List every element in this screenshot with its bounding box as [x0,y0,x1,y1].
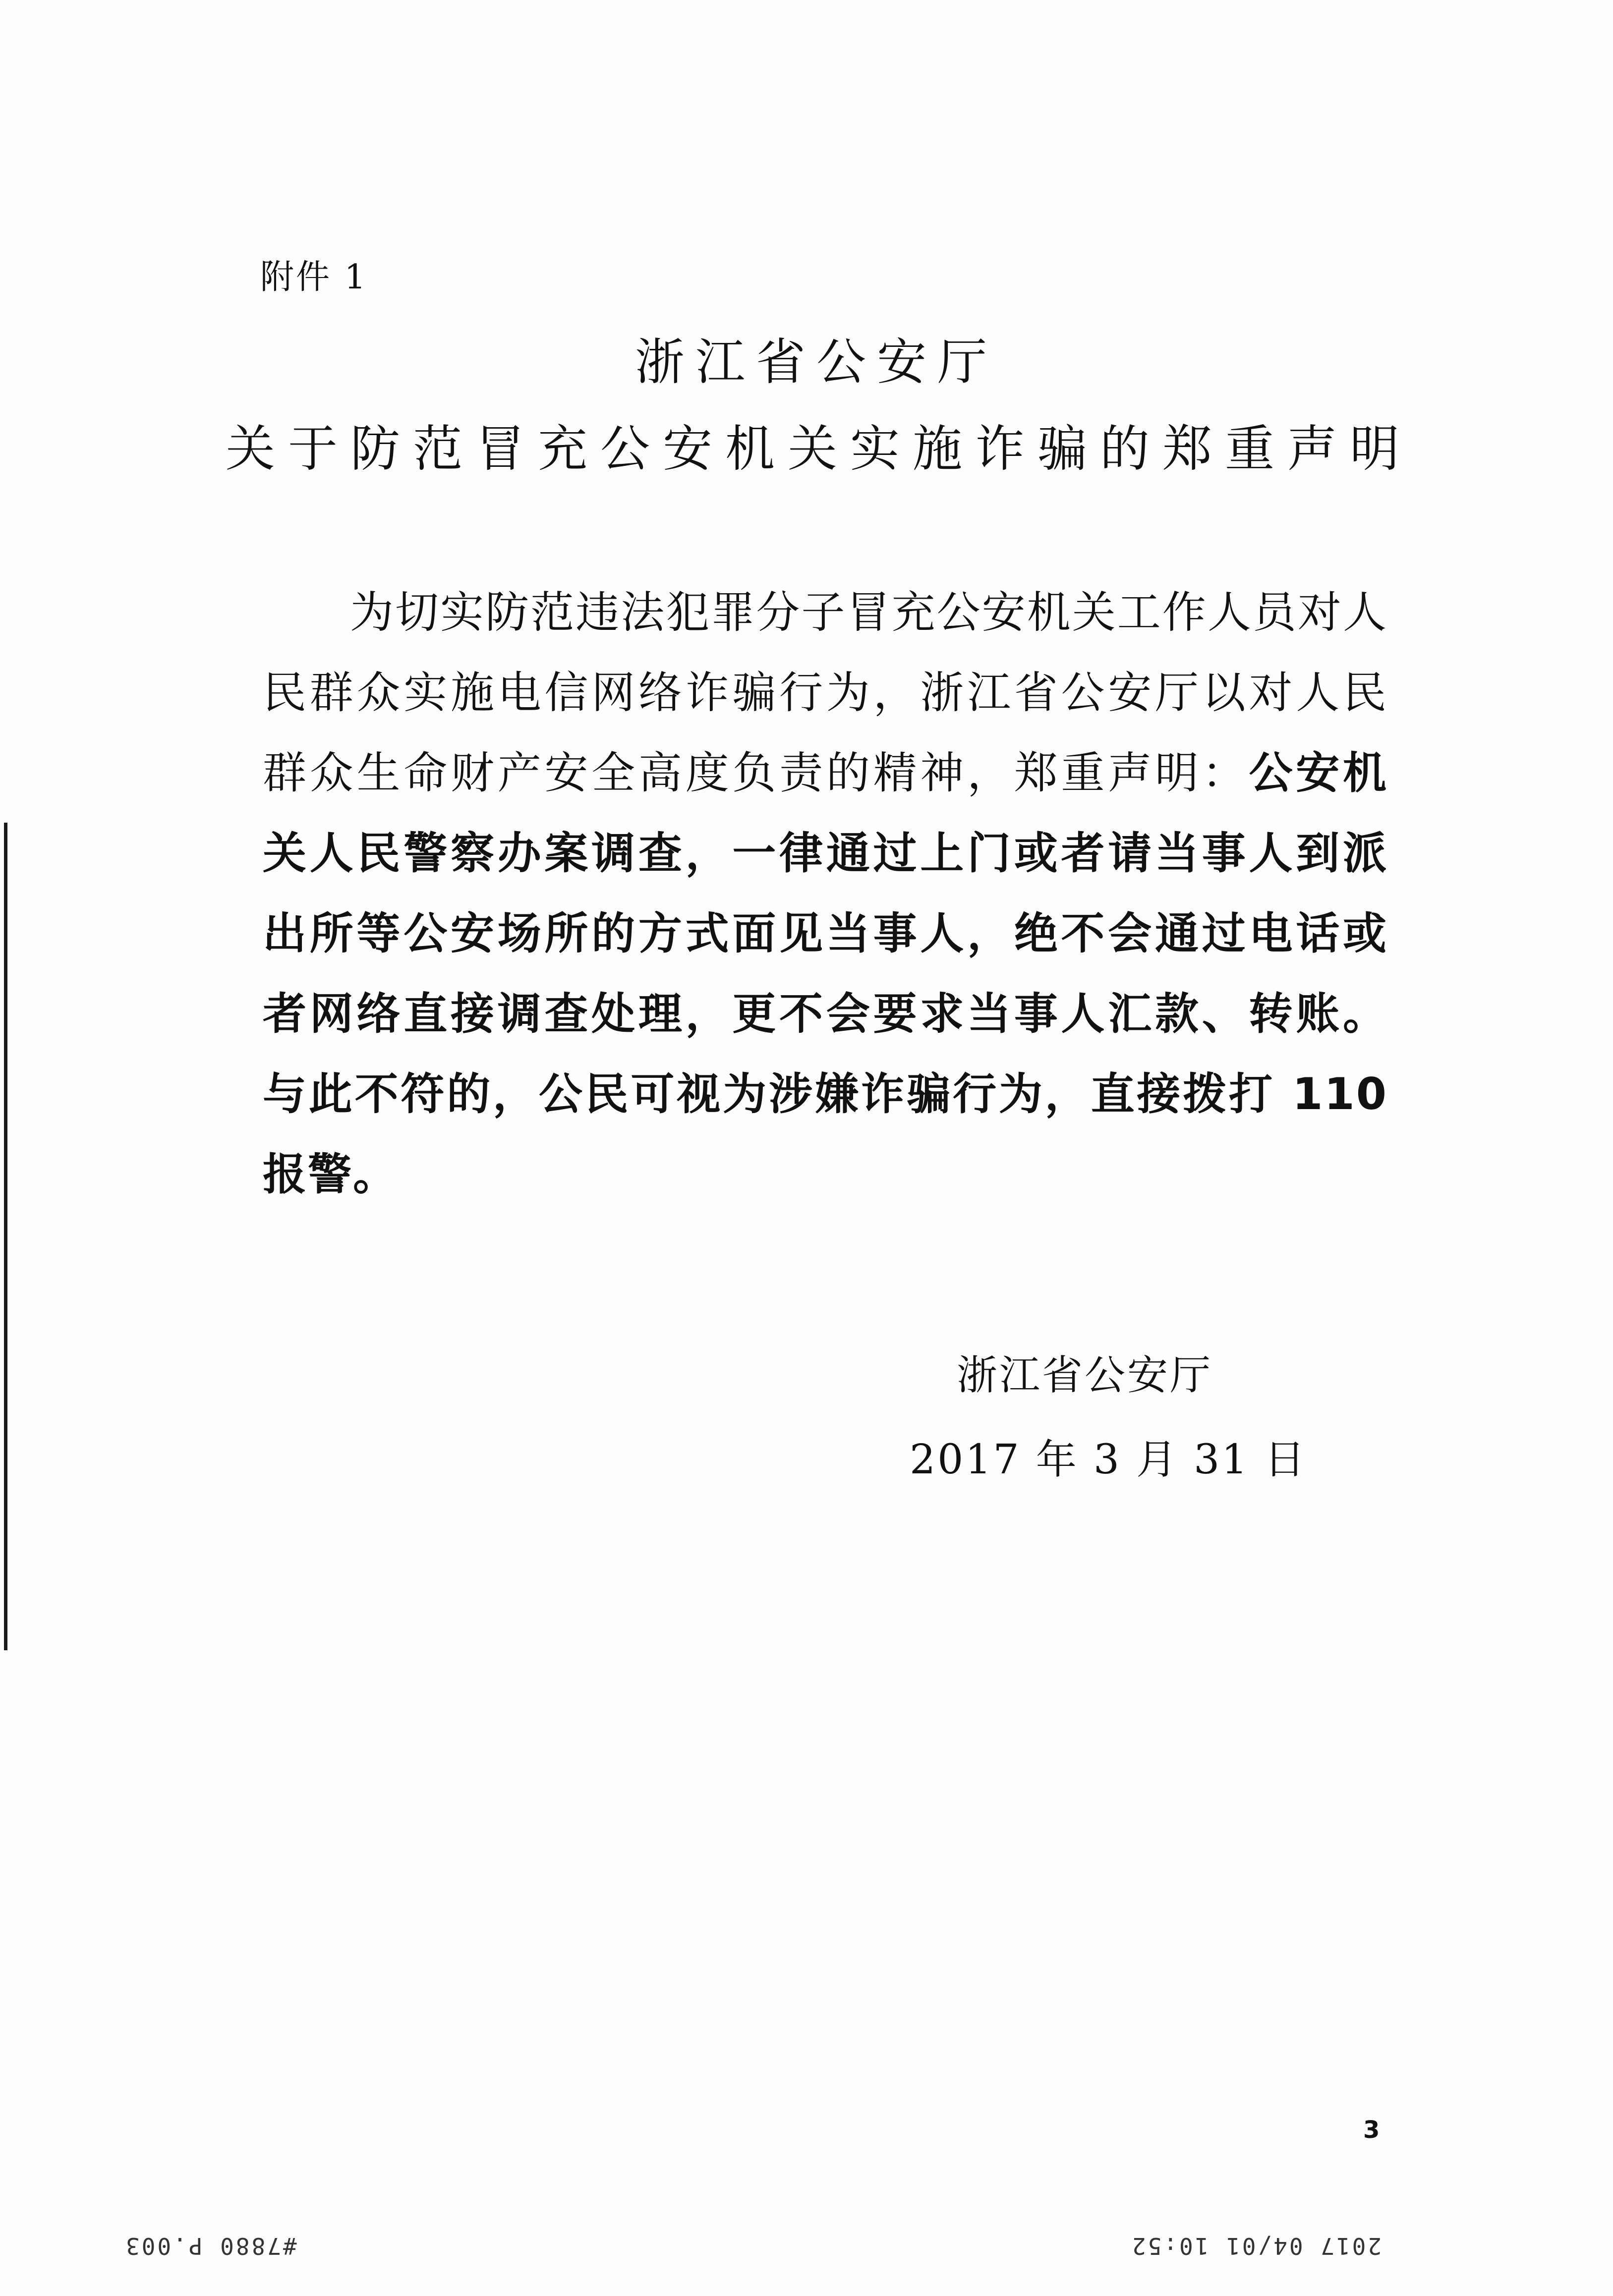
signature-date: 2017 年 3 月 31 日 [910,1436,1307,1483]
page-number: 3 [1363,2116,1380,2144]
statement-body-declaration: 公安机关人民警察办案调查，一律通过上门或者请当事人到派出所等公安场所的方式面见当事人，绝不会通过电话或者网络直接调查处理，更不会要求当事人汇款、转账。与此不符的，公民可视为涉嫌诈骗行为，直接拨打 110 报警。 [263,747,1388,1200]
statement-body-intro: 为切实防范违法犯罪分子冒充公安机关工作人员对人民群众实施电信网络诈骗行为，浙江省公安厅以对人民群众生命财产安全高度负责的精神，郑重声明： [263,587,1388,798]
statement-body [263,572,1388,1215]
scan-edge-mark [4,823,7,1650]
fax-header-page-id: #7880 P.003 [124,2233,297,2259]
document-title-line-1: 浙江省公安厅 [635,333,998,391]
document-title-line-2: 关于防范冒充公安机关实施诈骗的郑重声明 [226,420,1412,478]
signature-organization: 浙江省公安厅 [957,1352,1213,1399]
fax-header-timestamp: 2017 04/01 10:52 [1130,2233,1382,2259]
attachment-label: 附件 1 [260,258,368,297]
